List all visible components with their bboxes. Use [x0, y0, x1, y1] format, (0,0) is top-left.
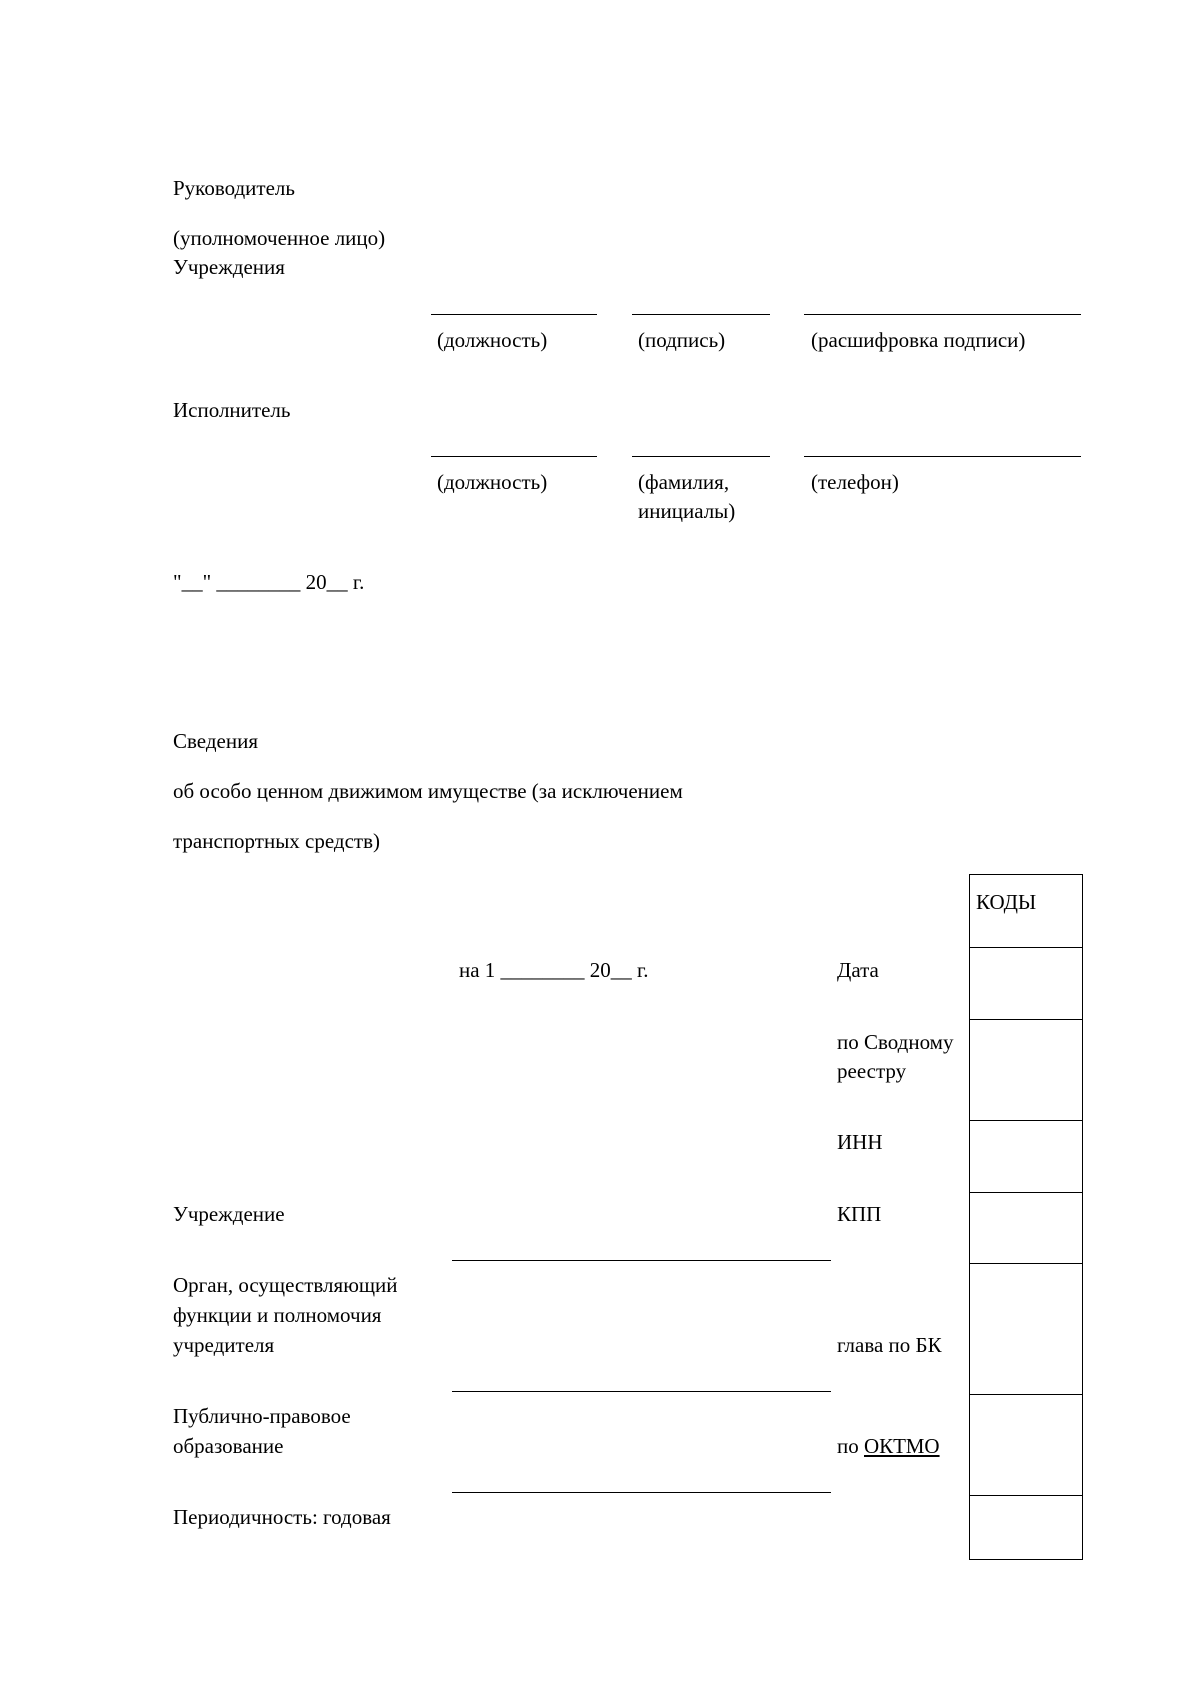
document-subtitle-line2: транспортных средств): [173, 829, 381, 853]
code-label-date: Дата: [837, 958, 879, 982]
head-signature-caption: (подпись): [638, 328, 726, 352]
public-entity-line: [452, 1492, 831, 1493]
executor-name-caption-line1: (фамилия,: [638, 470, 730, 494]
codes-row-separator: [970, 1495, 1082, 1496]
executor-name-caption-line2: инициалы): [638, 499, 736, 523]
executor-position-caption: (должность): [437, 470, 548, 494]
approval-date-line: "__" ________ 20__ г.: [173, 570, 365, 594]
head-signature-line: [632, 314, 770, 315]
codes-row-separator: [970, 947, 1082, 948]
field-periodicity: Периодичность: годовая: [173, 1505, 391, 1529]
field-public-entity-line1: Публично-правовое: [173, 1404, 351, 1428]
codes-row-separator: [970, 1263, 1082, 1264]
authorized-person-label: (уполномоченное лицо): [173, 226, 386, 250]
code-label-kpp: КПП: [837, 1202, 882, 1226]
executor-phone-caption: (телефон): [811, 470, 899, 494]
head-position-line: [431, 314, 597, 315]
oktmo-link[interactable]: ОКТМО: [864, 1434, 940, 1458]
codes-header: КОДЫ: [976, 890, 1037, 914]
code-label-inn: ИНН: [837, 1130, 883, 1154]
field-institution: Учреждение: [173, 1202, 285, 1226]
field-public-entity-line2: образование: [173, 1434, 284, 1458]
codes-row-separator: [970, 1394, 1082, 1395]
executor-label: Исполнитель: [173, 398, 291, 422]
codes-table: [969, 874, 1083, 1560]
institution-line: [452, 1260, 831, 1261]
executor-name-line: [632, 456, 770, 457]
head-signature-decoding-line: [804, 314, 1081, 315]
as-of-date: на 1 ________ 20__ г.: [459, 958, 649, 982]
field-founder-line2: функции и полномочия: [173, 1303, 382, 1327]
executor-position-line: [431, 456, 597, 457]
code-label-registry-line1: по Сводному: [837, 1030, 954, 1054]
head-signature-decoding-caption: (расшифровка подписи): [811, 328, 1026, 352]
codes-row-separator: [970, 1192, 1082, 1193]
institution-heading-label: Учреждения: [173, 255, 285, 279]
field-founder-line3: учредителя: [173, 1333, 275, 1357]
code-label-budget-chapter: глава по БК: [837, 1333, 942, 1357]
head-position-caption: (должность): [437, 328, 548, 352]
codes-row-separator: [970, 1120, 1082, 1121]
field-founder-line1: Орган, осуществляющий: [173, 1273, 398, 1297]
code-label-registry-line2: реестру: [837, 1059, 907, 1083]
document-title: Сведения: [173, 729, 258, 753]
founder-line: [452, 1391, 831, 1392]
document-subtitle-line1: об особо ценном движимом имуществе (за исключением: [173, 779, 683, 803]
head-label: Руководитель: [173, 176, 295, 200]
executor-phone-line: [804, 456, 1081, 457]
codes-row-separator: [970, 1019, 1082, 1020]
oktmo-prefix: по: [837, 1434, 864, 1458]
code-label-oktmo: [837, 1431, 940, 1461]
